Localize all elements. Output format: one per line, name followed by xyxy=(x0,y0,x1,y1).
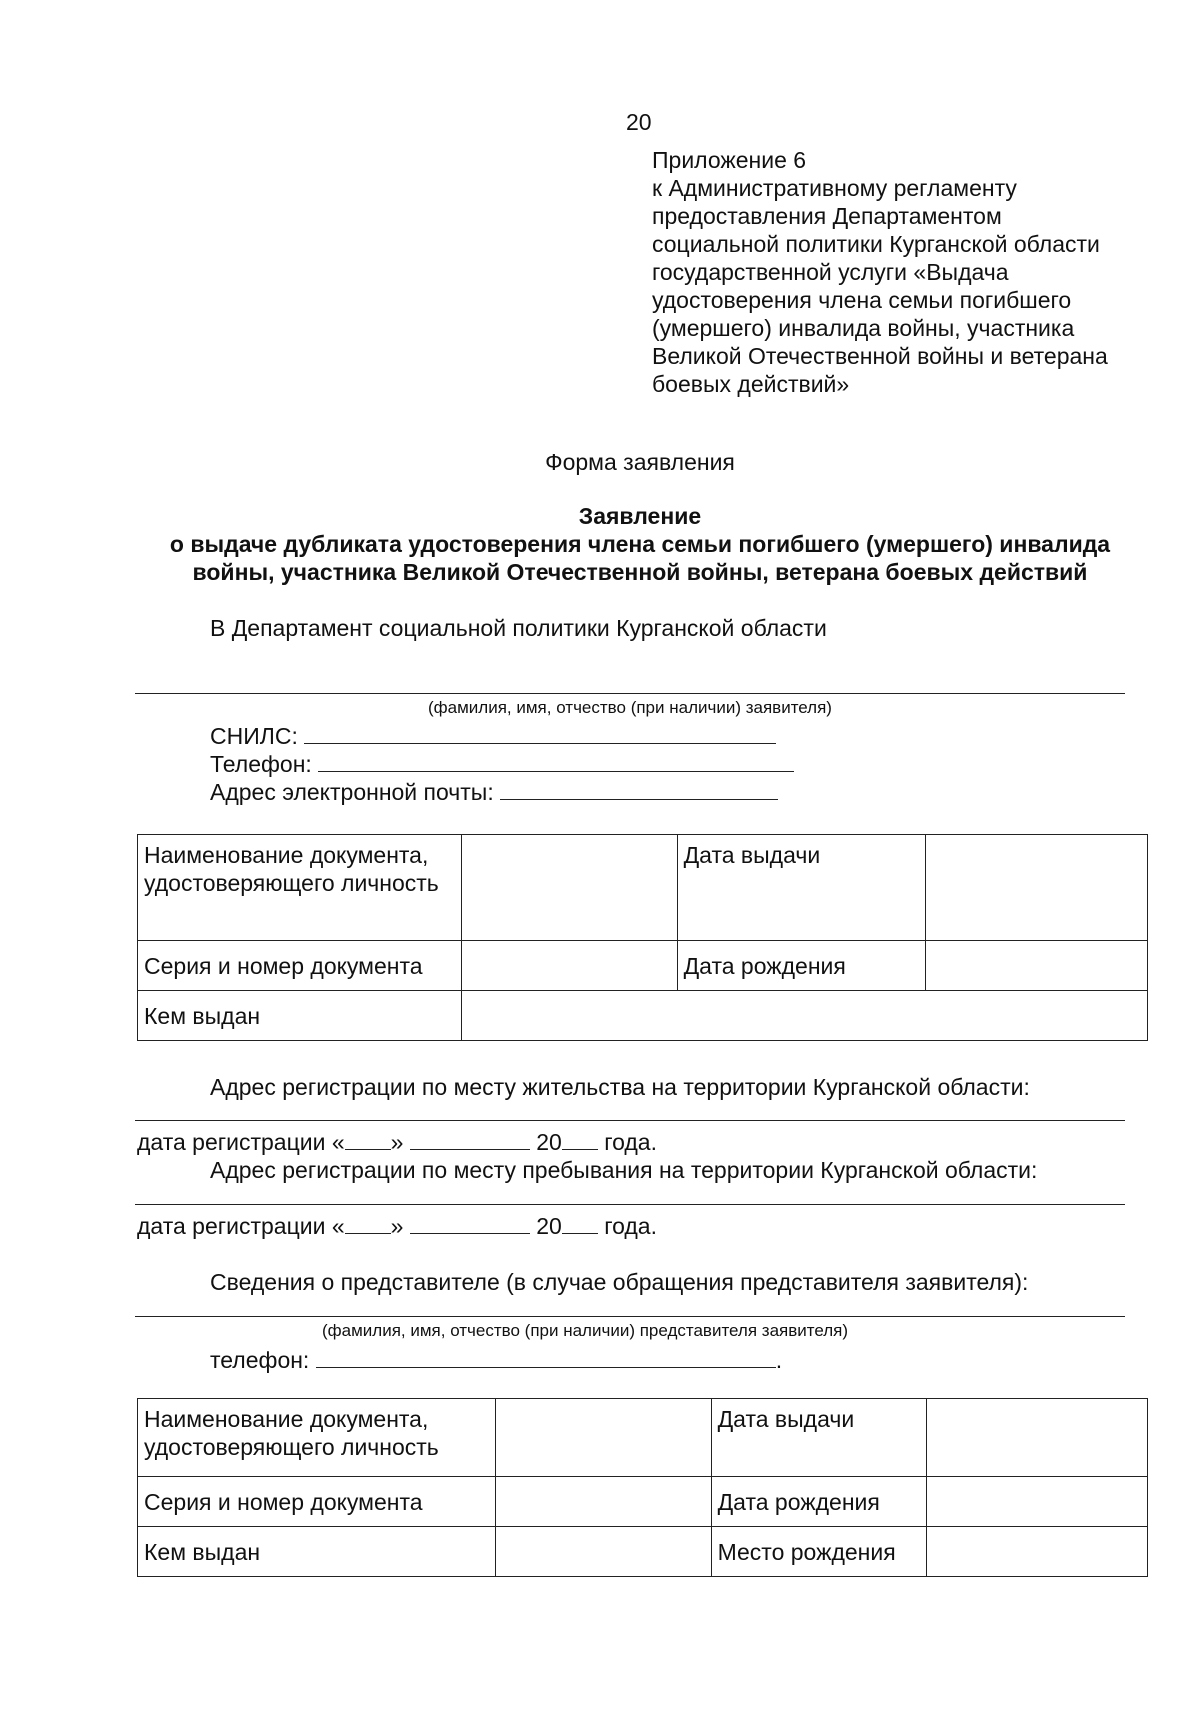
appendix-line: социальной политики Курганской области xyxy=(652,231,1100,257)
applicant-doc-name-cell[interactable] xyxy=(461,835,677,941)
appendix-line: Приложение 6 xyxy=(652,147,807,173)
email-field[interactable] xyxy=(500,779,778,800)
rep-issue-date-cell[interactable] xyxy=(927,1399,1148,1477)
document-subtitle-line1: о выдаче дубликата удостоверения члена семьи погибшего (умершего) инвалида xyxy=(169,531,1111,557)
snils-row xyxy=(210,722,776,750)
rep-birth-date-cell[interactable] xyxy=(927,1477,1148,1527)
email-label: Адрес электронной почты: xyxy=(210,779,494,805)
phone-label: Телефон: xyxy=(210,751,312,777)
appendix-line: (умершего) инвалида войны, участника xyxy=(652,315,1075,341)
email-row xyxy=(210,778,778,806)
residence-date-suffix: года. xyxy=(604,1129,657,1155)
representative-name-caption: (фамилия, имя, отчество (при наличии) представителя заявителя) xyxy=(322,1321,849,1340)
rep-doc-name-cell[interactable] xyxy=(495,1399,711,1477)
representative-label: Сведения о представителе (в случае обращения представителя заявителя): xyxy=(210,1269,1029,1295)
stay-month-field[interactable] xyxy=(410,1213,530,1234)
rep-issued-by-label: Кем выдан xyxy=(138,1527,496,1577)
residence-day-field[interactable] xyxy=(345,1129,391,1150)
stay-date-suffix: года. xyxy=(604,1213,657,1239)
residence-label: Адрес регистрации по месту жительства на территории Курганской области: xyxy=(210,1074,1030,1100)
stay-date-row xyxy=(137,1212,657,1240)
applicant-name-caption: (фамилия, имя, отчество (при наличии) заявителя) xyxy=(428,698,832,717)
residence-date-prefix: дата регистрации « xyxy=(137,1129,345,1155)
applicant-issue-date-cell[interactable] xyxy=(926,835,1148,941)
document-subtitle-line2: войны, участника Великой Отечественной войны, ветерана боевых действий xyxy=(192,559,1088,585)
applicant-document-table xyxy=(137,834,1148,1041)
rep-series-number-label: Серия и номер документа xyxy=(138,1477,496,1527)
appendix-line: к Административному регламенту xyxy=(652,175,1017,201)
applicant-issue-date-label: Дата выдачи xyxy=(677,835,926,941)
representative-name-field[interactable] xyxy=(135,1316,1125,1317)
stay-year-field[interactable] xyxy=(562,1213,598,1234)
snils-field[interactable] xyxy=(304,723,776,744)
stay-day-field[interactable] xyxy=(345,1213,391,1234)
residence-date-row xyxy=(137,1128,657,1156)
stay-address-field[interactable] xyxy=(135,1204,1125,1205)
applicant-doc-name-label: Наименование документа, удостоверяющего личность xyxy=(138,835,462,941)
rep-doc-name-label: Наименование документа, удостоверяющего личность xyxy=(138,1399,496,1477)
rep-issued-by-cell[interactable] xyxy=(495,1527,711,1577)
stay-date-mid: » xyxy=(390,1213,404,1239)
rep-birth-place-label: Место рождения xyxy=(711,1527,927,1577)
applicant-issued-by-cell[interactable] xyxy=(461,991,1147,1041)
stay-label: Адрес регистрации по месту пребывания на территории Курганской области: xyxy=(210,1157,1038,1183)
applicant-name-field[interactable] xyxy=(135,693,1125,694)
snils-label: СНИЛС: xyxy=(210,723,298,749)
form-label: Форма заявления xyxy=(545,449,735,475)
applicant-series-number-cell[interactable] xyxy=(461,941,677,991)
representative-document-table xyxy=(137,1398,1148,1577)
residence-year-field[interactable] xyxy=(562,1129,598,1150)
stay-date-prefix: дата регистрации « xyxy=(137,1213,345,1239)
document-title: Заявление xyxy=(578,503,702,529)
addressee: В Департамент социальной политики Курганской области xyxy=(210,615,827,641)
representative-phone-field[interactable] xyxy=(316,1347,776,1368)
appendix-line: государственной услуги «Выдача xyxy=(652,259,1009,285)
appendix-line: Великой Отечественной войны и ветерана xyxy=(652,343,1108,369)
rep-birth-date-label: Дата рождения xyxy=(711,1477,927,1527)
appendix-line: удостоверения члена семьи погибшего xyxy=(652,287,1072,313)
representative-phone-row: телефон: . xyxy=(210,1347,783,1373)
residence-month-field[interactable] xyxy=(410,1129,530,1150)
phone-field[interactable] xyxy=(318,751,794,772)
applicant-issued-by-label: Кем выдан xyxy=(138,991,462,1041)
rep-series-number-cell[interactable] xyxy=(495,1477,711,1527)
page-number: 20 xyxy=(626,109,652,135)
applicant-birth-date-label: Дата рождения xyxy=(677,941,926,991)
phone-row xyxy=(210,750,794,778)
stay-date-year: 20 xyxy=(536,1213,562,1239)
appendix-line: боевых действий» xyxy=(652,371,850,397)
rep-issue-date-label: Дата выдачи xyxy=(711,1399,927,1477)
applicant-series-number-label: Серия и номер документа xyxy=(138,941,462,991)
rep-birth-place-cell[interactable] xyxy=(927,1527,1148,1577)
residence-date-year: 20 xyxy=(536,1129,562,1155)
applicant-birth-date-cell[interactable] xyxy=(926,941,1148,991)
residence-address-field[interactable] xyxy=(135,1120,1125,1121)
appendix-line: предоставления Департаментом xyxy=(652,203,1002,229)
residence-date-mid: » xyxy=(390,1129,404,1155)
representative-phone-label: телефон: xyxy=(210,1347,310,1373)
appendix-block xyxy=(652,146,1108,398)
